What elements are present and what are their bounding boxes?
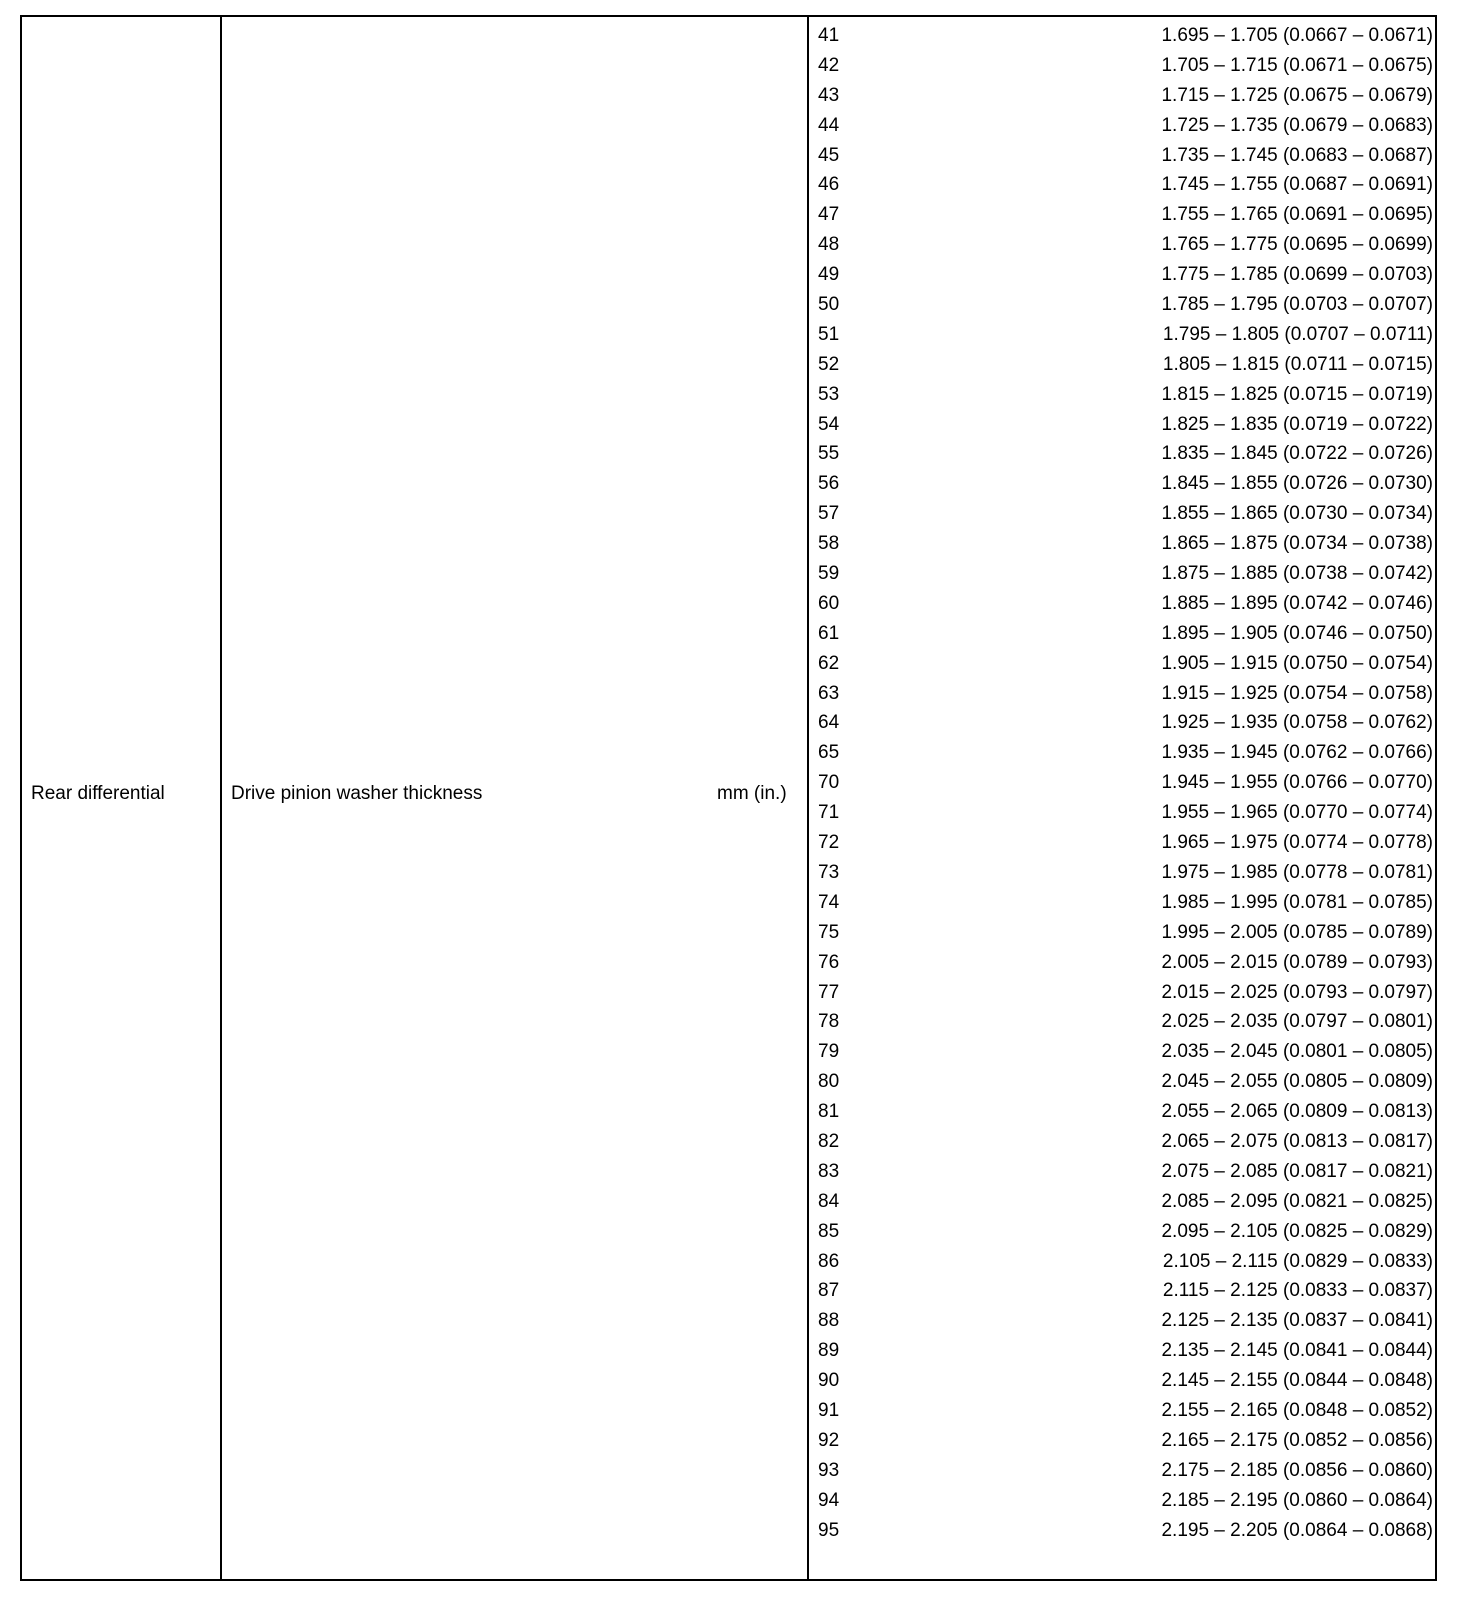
washer-thickness-range: 2.125 – 2.135 (0.0837 – 0.0841) <box>1161 1310 1433 1332</box>
washer-mark: 92 <box>818 1429 840 1451</box>
table-row <box>809 350 1433 380</box>
washer-mark: 89 <box>818 1340 840 1362</box>
washer-thickness-range: 2.145 – 2.155 (0.0844 – 0.0848) <box>1161 1370 1433 1392</box>
table-row <box>809 260 1433 290</box>
washer-thickness-range: 1.765 – 1.775 (0.0695 – 0.0699) <box>1161 234 1433 256</box>
table-row <box>809 649 1433 679</box>
washer-thickness-range: 2.045 – 2.055 (0.0805 – 0.0809) <box>1161 1071 1433 1093</box>
washer-thickness-range: 1.705 – 1.715 (0.0671 – 0.0675) <box>1161 54 1433 76</box>
table-row <box>809 1037 1433 1067</box>
washer-thickness-range: 1.695 – 1.705 (0.0667 – 0.0671) <box>1161 25 1433 46</box>
washer-thickness-range: 1.805 – 1.815 (0.0711 – 0.0715) <box>1162 353 1433 375</box>
washer-mark: 50 <box>818 294 840 316</box>
table-row <box>809 290 1433 320</box>
washer-thickness-range: 2.105 – 2.115 (0.0829 – 0.0833) <box>1162 1250 1433 1272</box>
washer-mark: 72 <box>818 832 840 854</box>
table-row <box>809 1396 1433 1426</box>
table-row <box>809 200 1433 230</box>
washer-mark: 62 <box>818 652 840 674</box>
washer-mark: 88 <box>818 1310 840 1332</box>
table-row <box>809 21 1433 51</box>
washer-thickness-range: 2.185 – 2.195 (0.0860 – 0.0864) <box>1161 1489 1433 1511</box>
washer-mark: 87 <box>818 1280 840 1302</box>
table-row <box>809 1426 1433 1456</box>
washer-mark: 65 <box>818 742 840 764</box>
table-row <box>809 978 1433 1008</box>
table-row <box>809 798 1433 828</box>
washer-mark: 73 <box>818 861 840 883</box>
washer-mark: 53 <box>818 383 840 405</box>
table-row <box>809 1486 1433 1516</box>
washer-mark: 57 <box>818 503 840 525</box>
table-row <box>809 1247 1433 1277</box>
washer-mark: 43 <box>818 84 840 106</box>
washer-mark: 41 <box>818 25 840 46</box>
washer-thickness-range: 1.995 – 2.005 (0.0785 – 0.0789) <box>1161 921 1433 943</box>
washer-thickness-range: 1.945 – 1.955 (0.0766 – 0.0770) <box>1161 772 1433 794</box>
washer-thickness-range: 2.165 – 2.175 (0.0852 – 0.0856) <box>1161 1429 1433 1451</box>
washer-thickness-range: 1.845 – 1.855 (0.0726 – 0.0730) <box>1161 473 1433 495</box>
washer-thickness-range: 2.175 – 2.185 (0.0856 – 0.0860) <box>1161 1459 1433 1481</box>
washer-mark: 54 <box>818 413 840 435</box>
washer-thickness-range: 2.135 – 2.145 (0.0841 – 0.0844) <box>1161 1340 1433 1362</box>
washer-mark: 86 <box>818 1250 840 1272</box>
washer-thickness-range: 1.955 – 1.965 (0.0770 – 0.0774) <box>1161 802 1433 824</box>
washer-mark: 59 <box>818 563 840 585</box>
washer-mark: 60 <box>818 592 840 614</box>
washer-mark: 45 <box>818 144 840 166</box>
table-row <box>809 1007 1433 1037</box>
washer-mark: 63 <box>818 682 840 704</box>
table-row <box>809 858 1433 888</box>
table-row <box>809 1157 1433 1187</box>
washer-mark: 85 <box>818 1220 840 1242</box>
table-row <box>809 439 1433 469</box>
washer-thickness-range: 1.735 – 1.745 (0.0683 – 0.0687) <box>1161 144 1433 166</box>
table-row <box>809 1516 1433 1546</box>
washer-thickness-range: 2.085 – 2.095 (0.0821 – 0.0825) <box>1161 1190 1433 1212</box>
washer-thickness-range: 1.785 – 1.795 (0.0703 – 0.0707) <box>1161 294 1433 316</box>
washer-thickness-range: 1.925 – 1.935 (0.0758 – 0.0762) <box>1161 712 1433 734</box>
washer-mark: 70 <box>818 772 840 794</box>
washer-list <box>809 21 1433 1545</box>
washer-thickness-range: 1.825 – 1.835 (0.0719 – 0.0722) <box>1161 413 1433 435</box>
washer-thickness-range: 1.745 – 1.755 (0.0687 – 0.0691) <box>1161 174 1433 196</box>
washer-thickness-range: 2.195 – 2.205 (0.0864 – 0.0868) <box>1161 1519 1433 1541</box>
table-row <box>809 141 1433 171</box>
washer-mark: 78 <box>818 1011 840 1033</box>
washer-mark: 93 <box>818 1459 840 1481</box>
table-row <box>809 81 1433 111</box>
washer-mark: 82 <box>818 1130 840 1152</box>
washer-thickness-range: 2.055 – 2.065 (0.0809 – 0.0813) <box>1161 1101 1433 1123</box>
washer-mark: 80 <box>818 1071 840 1093</box>
table-row <box>809 679 1433 709</box>
table-row <box>809 320 1433 350</box>
washer-mark: 91 <box>818 1399 840 1421</box>
column-divider <box>220 17 222 1579</box>
washer-mark: 56 <box>818 473 840 495</box>
spec-table <box>20 15 1437 1581</box>
washer-mark: 83 <box>818 1160 840 1182</box>
table-row <box>809 918 1433 948</box>
washer-mark: 79 <box>818 1041 840 1063</box>
table-row <box>809 948 1433 978</box>
washer-mark: 42 <box>818 54 840 76</box>
washer-thickness-range: 1.865 – 1.875 (0.0734 – 0.0738) <box>1161 533 1433 555</box>
table-row <box>809 1097 1433 1127</box>
table-row <box>809 111 1433 141</box>
component-cell: Rear differential <box>31 783 165 804</box>
washer-mark: 51 <box>818 323 840 345</box>
table-row <box>809 1276 1433 1306</box>
washer-mark: 95 <box>818 1519 840 1541</box>
washer-thickness-range: 1.915 – 1.925 (0.0754 – 0.0758) <box>1161 682 1433 704</box>
table-row <box>809 230 1433 260</box>
table-row <box>809 51 1433 81</box>
washer-mark: 84 <box>818 1190 840 1212</box>
washer-mark: 94 <box>818 1489 840 1511</box>
table-row <box>809 410 1433 440</box>
table-row <box>809 1217 1433 1247</box>
table-row <box>809 738 1433 768</box>
table-row <box>809 529 1433 559</box>
washer-mark: 81 <box>818 1101 840 1123</box>
table-row <box>809 888 1433 918</box>
washer-mark: 64 <box>818 712 840 734</box>
washer-thickness-range: 1.975 – 1.985 (0.0778 – 0.0781) <box>1161 861 1433 883</box>
washer-mark: 47 <box>818 204 840 226</box>
washer-thickness-range: 1.715 – 1.725 (0.0675 – 0.0679) <box>1161 84 1433 106</box>
washer-thickness-range: 2.115 – 2.125 (0.0833 – 0.0837) <box>1162 1280 1433 1302</box>
table-row <box>809 499 1433 529</box>
table-row <box>809 559 1433 589</box>
washer-mark: 58 <box>818 533 840 555</box>
washer-thickness-range: 2.075 – 2.085 (0.0817 – 0.0821) <box>1161 1160 1433 1182</box>
washer-mark: 48 <box>818 234 840 256</box>
item-cell: Drive pinion washer thickness <box>231 783 483 804</box>
washer-thickness-range: 2.065 – 2.075 (0.0813 – 0.0817) <box>1161 1130 1433 1152</box>
washer-thickness-range: 1.835 – 1.845 (0.0722 – 0.0726) <box>1161 443 1433 465</box>
washer-thickness-range: 1.815 – 1.825 (0.0715 – 0.0719) <box>1161 383 1433 405</box>
table-row <box>809 619 1433 649</box>
table-row <box>809 1127 1433 1157</box>
washer-thickness-range: 1.775 – 1.785 (0.0699 – 0.0703) <box>1161 264 1433 286</box>
table-row <box>809 170 1433 200</box>
table-row <box>809 1187 1433 1217</box>
table-row <box>809 828 1433 858</box>
washer-thickness-range: 2.035 – 2.045 (0.0801 – 0.0805) <box>1161 1041 1433 1063</box>
washer-thickness-range: 1.965 – 1.975 (0.0774 – 0.0778) <box>1161 832 1433 854</box>
washer-mark: 74 <box>818 891 840 913</box>
table-row <box>809 768 1433 798</box>
table-row <box>809 708 1433 738</box>
washer-mark: 52 <box>818 353 840 375</box>
washer-mark: 77 <box>818 981 840 1003</box>
table-row <box>809 1456 1433 1486</box>
table-row <box>809 380 1433 410</box>
table-row <box>809 1366 1433 1396</box>
washer-mark: 61 <box>818 622 840 644</box>
washer-thickness-range: 2.155 – 2.165 (0.0848 – 0.0852) <box>1161 1399 1433 1421</box>
table-row <box>809 1306 1433 1336</box>
washer-thickness-range: 2.025 – 2.035 (0.0797 – 0.0801) <box>1161 1011 1433 1033</box>
unit-label: mm (in.) <box>717 783 787 804</box>
table-row <box>809 1067 1433 1097</box>
washer-mark: 90 <box>818 1370 840 1392</box>
washer-thickness-range: 1.755 – 1.765 (0.0691 – 0.0695) <box>1161 204 1433 226</box>
table-row <box>809 469 1433 499</box>
table-row <box>809 1336 1433 1366</box>
table-row <box>809 589 1433 619</box>
washer-thickness-range: 1.875 – 1.885 (0.0738 – 0.0742) <box>1161 563 1433 585</box>
washer-mark: 71 <box>818 802 840 824</box>
washer-thickness-range: 2.015 – 2.025 (0.0793 – 0.0797) <box>1161 981 1433 1003</box>
washer-mark: 46 <box>818 174 840 196</box>
washer-thickness-range: 1.885 – 1.895 (0.0742 – 0.0746) <box>1161 592 1433 614</box>
washer-thickness-range: 1.985 – 1.995 (0.0781 – 0.0785) <box>1161 891 1433 913</box>
washer-thickness-range: 1.795 – 1.805 (0.0707 – 0.0711) <box>1162 323 1433 345</box>
washer-thickness-range: 1.935 – 1.945 (0.0762 – 0.0766) <box>1161 742 1433 764</box>
washer-thickness-range: 1.855 – 1.865 (0.0730 – 0.0734) <box>1161 503 1433 525</box>
washer-thickness-range: 1.905 – 1.915 (0.0750 – 0.0754) <box>1161 652 1433 674</box>
washer-thickness-range: 2.095 – 2.105 (0.0825 – 0.0829) <box>1161 1220 1433 1242</box>
washer-thickness-range: 2.005 – 2.015 (0.0789 – 0.0793) <box>1161 951 1433 973</box>
washer-thickness-range: 1.895 – 1.905 (0.0746 – 0.0750) <box>1161 622 1433 644</box>
washer-mark: 75 <box>818 921 840 943</box>
washer-mark: 44 <box>818 114 840 136</box>
washer-mark: 55 <box>818 443 840 465</box>
washer-mark: 49 <box>818 264 840 286</box>
washer-thickness-range: 1.725 – 1.735 (0.0679 – 0.0683) <box>1161 114 1433 136</box>
washer-mark: 76 <box>818 951 840 973</box>
